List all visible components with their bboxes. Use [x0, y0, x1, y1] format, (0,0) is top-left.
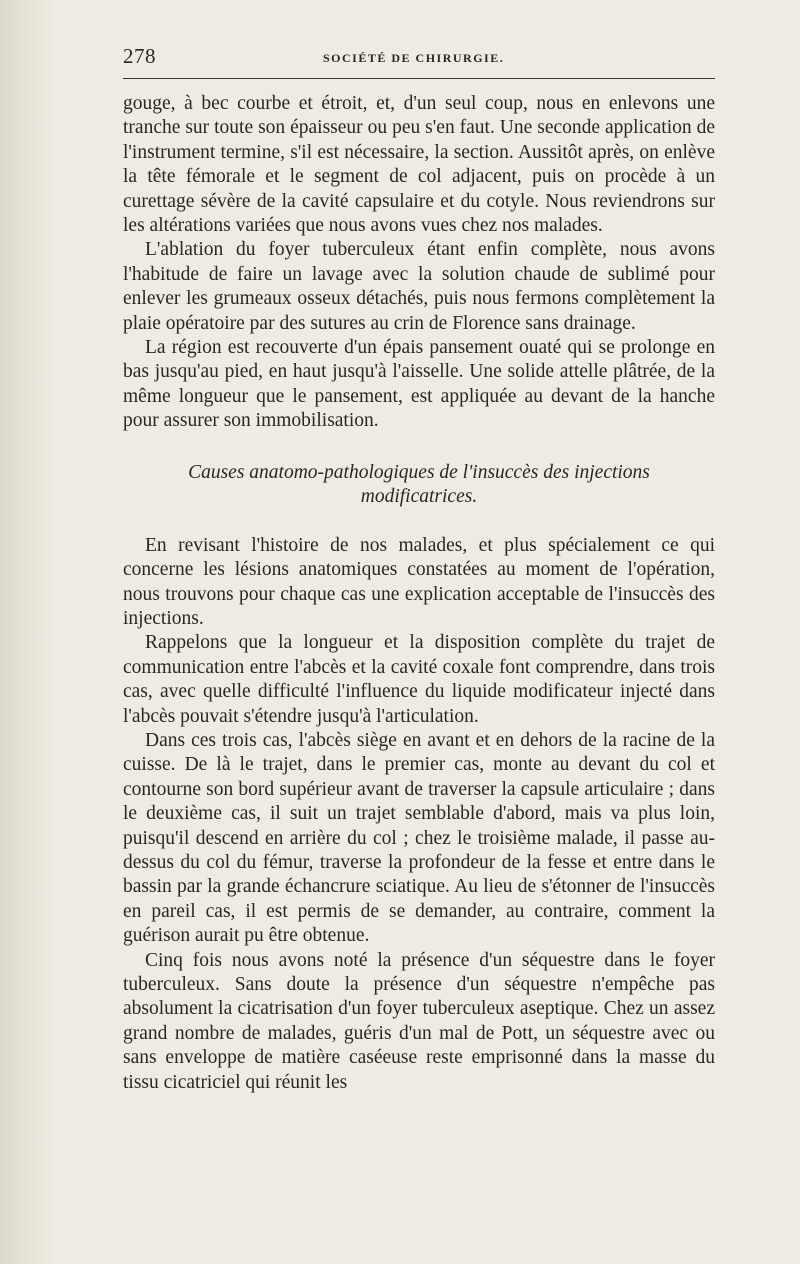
page-edge-shadow [0, 0, 60, 1264]
section-title [123, 461, 715, 509]
paragraph: En revisant l'histoire de nos malades, et plus spécialement ce qui concerne les lésions anatomiques constatées au moment de l'opération, nous trouvons pour chaque cas une explication acceptable de l'insuccès des injections. [123, 534, 715, 629]
paragraph: Rappelons que la longueur et la disposition complète du trajet de communication entre l'abcès et la cavité coxale font comprendre, dans trois cas, avec quelle difficulté l'influence du liquide modificateur injecté dans l'abcès pouvait s'étendre jusqu'à l'articulation. [123, 632, 715, 727]
paragraph: Dans ces trois cas, l'abcès siège en avant et en dehors de la racine de la cuisse. De là le trajet, dans le premier cas, monte au devant du col et contourne son bord supérieur avant de traverser la capsule articulaire ; dans le deuxième cas, il suit un trajet semblable d'abord, mais va plus loin, puisqu'il descend en arrière du col ; chez le troisième malade, il passe au-dessus du col du fémur, traverse la profondeur de la fesse et entre dans le bassin par la grande échancrure sciatique. Au lieu de s'étonner de l'insuccès en pareil cas, il est permis de se demander, au contraire, comment la guérison aurait pu être obtenue. [123, 729, 715, 947]
header-rule [123, 78, 715, 79]
page-number: 278 [123, 44, 156, 68]
paragraph: Cinq fois nous avons noté la présence d'un séquestre dans le foyer tuberculeux. Sans doute la présence d'un séquestre n'empêche pas absolument la cicatrisation d'un foyer tuberculeux aseptique. Chez un assez grand nombre de malades, guéris d'un mal de Pott, un séquestre avec ou sans enveloppe de matière caséeuse reste emprisonné dans la masse du tissu cicatriciel qui réunit les [123, 949, 715, 1093]
section-title-line: modificatrices. [360, 485, 478, 507]
section-title-line: Causes anatomo-pathologiques de l'insuccès des injections [188, 461, 650, 483]
paragraph: gouge, à bec courbe et étroit, et, d'un seul coup, nous en enlevons une tranche sur toute son épaisseur ou peu s'en faut. Une seconde application de l'instrument termine, s'il est nécessaire, la section. Aussitôt après, on enlève la tête fémorale et le segment de col adjacent, puis on procède à un curettage sévère de la cavité capsulaire et du cotyle. Nous reviendrons sur les altérations variées que nous avons vues chez nos malades. [123, 93, 715, 237]
running-title: SOCIÉTÉ DE CHIRURGIE. [323, 51, 505, 65]
paragraph: L'ablation du foyer tuberculeux étant enfin complète, nous avons l'habitude de faire un lavage avec la solution chaude de sublimé pour enlever les grumeaux osseux détachés, puis nous fermons complètement la plaie opératoire par des sutures au crin de Florence sans drainage. [123, 239, 715, 334]
paragraph: La région est recouverte d'un épais pansement ouaté qui se prolonge en bas jusqu'au pied, en haut jusqu'à l'aisselle. Une solide attelle plâtrée, de la même longueur que le pansement, est appliquée au devant de la hanche pour assurer son immobilisation. [123, 337, 715, 432]
page-header [123, 44, 715, 74]
body-text [123, 92, 715, 1095]
